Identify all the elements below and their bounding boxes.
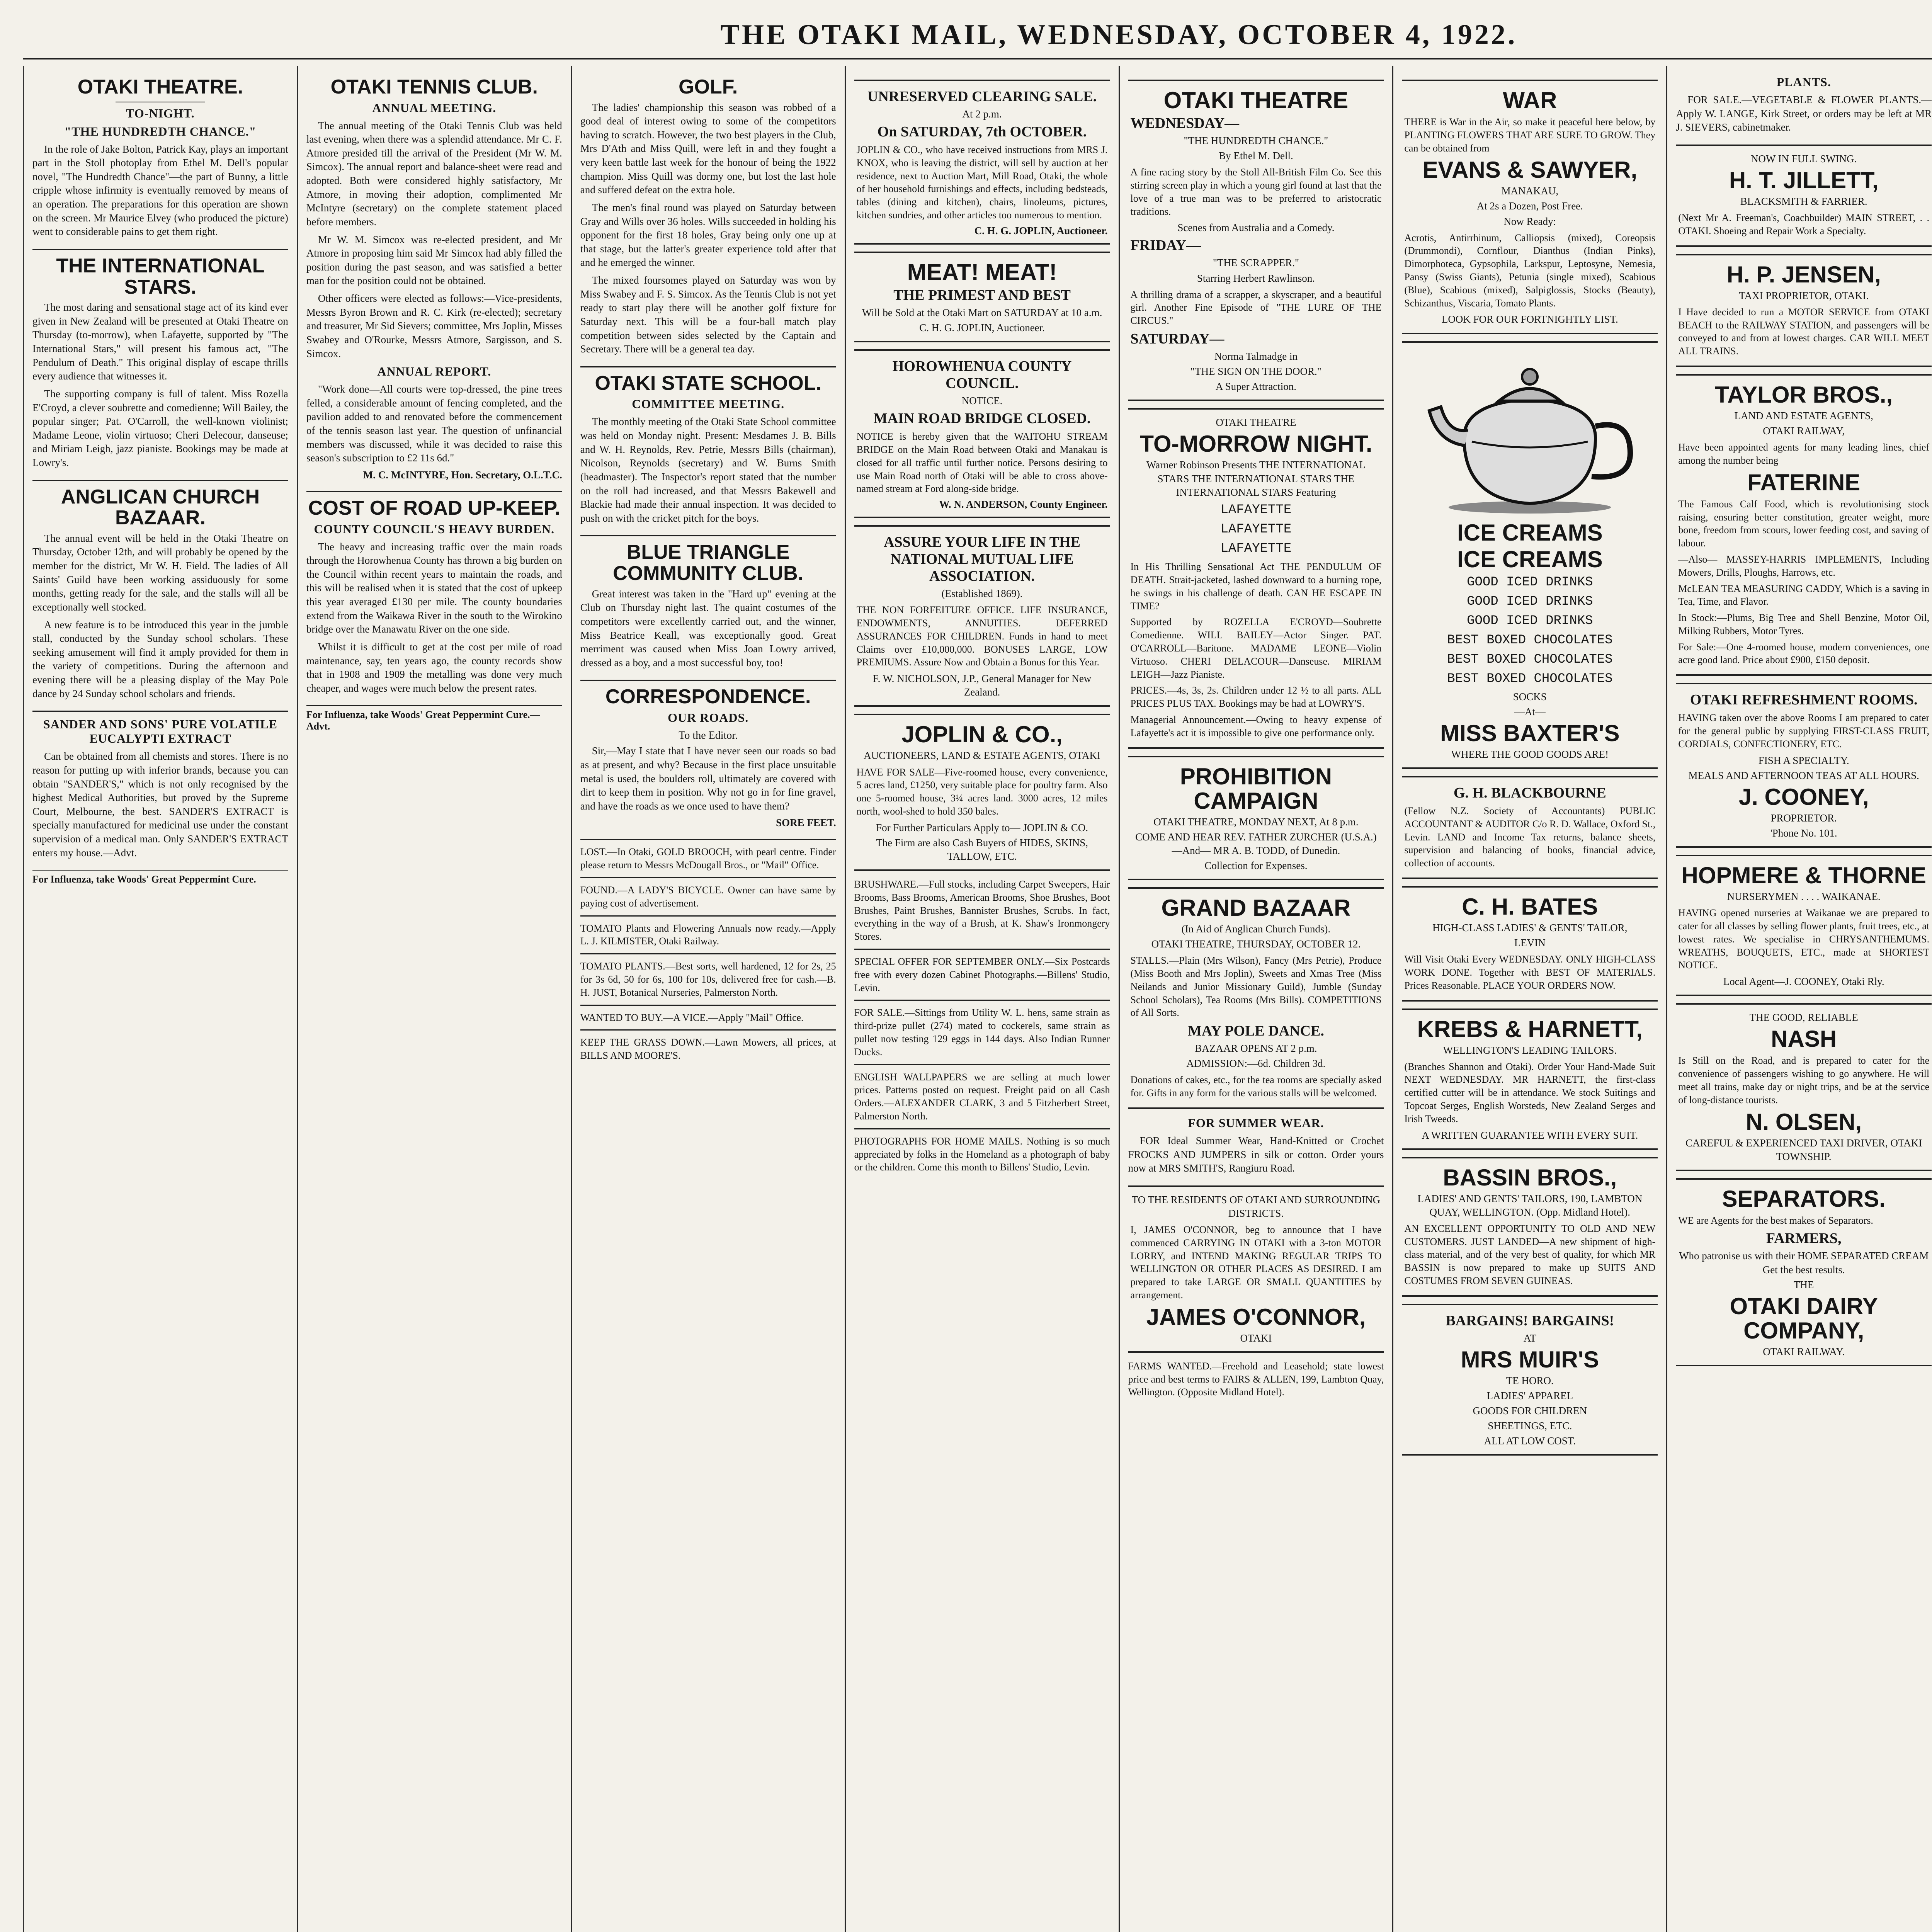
advert-text: (Fellow N.Z. Society of Accountants) PUBLIC ACCOUNTANT & AUDITOR C/o R. D. Wallace, Oxford St., Levin. LAND and Income Tax returns, balance sheets, supervision and balancing of books, financial advice, collection of accounts. (1404, 805, 1656, 869)
advert-line: LOOK FOR OUR FORTNIGHTLY LIST. (1441, 313, 1618, 325)
advert-title: ASSURE YOUR LIFE IN THE NATIONAL MUTUAL LIFE ASSOCIATION. (884, 534, 1081, 585)
divider (32, 711, 288, 712)
advert-meat (854, 252, 1110, 342)
advert-line: The Firm are also Cash Buyers of HIDES, SKINS, TALLOW, ETC. (876, 837, 1088, 862)
program-day: SATURDAY— (1130, 331, 1225, 347)
article-paragraph: Whilst it is difficult to get at the cost per mile of road maintenance, say, ten years ago, the county records show that in 1908 and 1909 the metalling was done very much cheaper, and wages were much below the present rates. (306, 641, 562, 694)
divider (580, 1029, 836, 1031)
program-extra: Scenes from Australia and a Comedy. (1177, 222, 1335, 234)
advert-line: HIGH-CLASS LADIES' & GENTS' TAILOR, (1432, 922, 1628, 934)
advert-mrs-muir (1402, 1304, 1658, 1456)
advert-title: JOPLIN & CO., (901, 721, 1063, 748)
advert-county-council (854, 349, 1110, 518)
advert-line: TE HORO. (1506, 1374, 1554, 1386)
advert-national-mutual (854, 525, 1110, 707)
program-day: WEDNESDAY— (1130, 115, 1240, 131)
article-paragraph: The ladies' championship this season was robbed of a good deal of interest owing to some of the competitors having to scratch. However, the two best players in the Club, Mrs D'Ath and Miss Quill, were left in and they fought a very keen battle last week for the honour of being the 1922 champion. Miss Quill was dormy one, but lost the last hole and suffered defeat on the extra hole. (580, 101, 836, 196)
advert-title: WAR (1503, 87, 1557, 113)
article-subtitle: OUR ROADS. (668, 710, 749, 724)
article-paragraph: The supporting company is full of talent. Miss Rozella E'Croyd, a clever soubrette and comedienne; Will Bailey, the popular singer; Pat. O'Carroll, the well-known violinist; Madame Leone, violin virtuoso; Cheri Delecour, danseuse; and Miriam Leigh, jazz pianiste. Bookings may be made at Lowry's. (32, 388, 288, 469)
advert-line: NOW IN FULL SWING. (1750, 153, 1857, 165)
divider (854, 1128, 1110, 1129)
article-subtitle: ANNUAL MEETING. (372, 100, 497, 115)
article-paragraph: The annual meeting of the Otaki Tennis Club was held last evening, when there was a splendid attendance. Mr C. F. Atmore presided till the arrival of the President (Mr W. M. Simcox). The annual report and balance-sheet were read and adopted. Both were considered highly satisfactory, Mr Atmore, in moving their adoption, complimented Mr McIntyre (secretary) on the complete statement placed before members. (306, 119, 562, 228)
divider (580, 366, 836, 367)
advert-title: SEPARATORS. (1722, 1185, 1886, 1212)
article-tennis-club (306, 77, 562, 481)
article-blue-triangle (580, 542, 836, 670)
advert-title: OTAKI THEATRE (1163, 87, 1349, 113)
column-7 (1667, 66, 1932, 1932)
classified-tomato: TOMATO Plants and Flowering Annuals now ready.—Apply L. J. KILMISTER, Otaki Railway. (580, 922, 836, 947)
article-subtitle: COMMITTEE MEETING. (632, 397, 785, 411)
advert-text: The Famous Calf Food, which is revolutionising stock raising, ensuring better constitution, greater weight, more bone, freedom from scours, lower feeding cost, and saving of labour. (1678, 498, 1930, 549)
advert-text: STALLS.—Plain (Mrs Wilson), Fancy (Mrs Petrie), Produce (Miss Booth and Mrs Joplin), Sweets and Xmas Tree (Miss Neilands and Junior Missionary Guild), Jumble (Sunday School Scholars), Tea Rooms (Mrs Bills). COMPETITIONS of All Sorts. (1130, 955, 1382, 1019)
advert-line: (Established 1869). (941, 588, 1023, 600)
article-international-stars (32, 255, 288, 470)
article-title: THE INTERNATIONAL STARS. (56, 254, 265, 298)
advert-line: Who patronise us with their HOME SEPARATED CREAM Get the best results. (1679, 1250, 1929, 1276)
divider (580, 839, 836, 840)
advert-joplin (854, 714, 1110, 871)
advert-line: GOOD ICED DRINKS (1467, 613, 1593, 628)
advert-line: MAIN ROAD BRIDGE CLOSED. (873, 410, 1091, 427)
advert-line: Collection for Expenses. (1204, 859, 1308, 871)
advert-title: TO THE RESIDENTS OF OTAKI AND SURROUNDING DISTRICTS. (1131, 1194, 1381, 1219)
advert-text: FOR SALE.—VEGETABLE & FLOWER PLANTS.—Apply W. LANGE, Kirk Street, or orders may be left at MR J. SIEVERS, cabinetmaker. (1676, 94, 1932, 133)
advert-text: Donations of cakes, etc., for the tea rooms are specially asked for. Gifts in any form for the various stalls will be welcomed. (1130, 1074, 1382, 1099)
advert-text: THERE is War in the Air, so make it peaceful here below, by PLANTING FLOWERS THAT ARE SURE TO GROW. They can be obtained from (1404, 116, 1656, 154)
advert-line: Now Ready: (1503, 215, 1556, 227)
advert-bassin-bros (1402, 1157, 1658, 1297)
advert-text: I Have decided to run a MOTOR SERVICE from OTAKI BEACH to the RAILWAY STATION, and passengers will be conveyed to and from at lowest charges. CAR WILL MEET ALL TRAINS. (1678, 306, 1930, 357)
performer-name: LAFAYETTE (1220, 502, 1292, 517)
advert-line: MANAKAU, (1501, 185, 1559, 197)
classified-lost: LOST.—In Otaki, GOLD BROOCH, with pearl centre. Finder please return to Messrs McDougall Bros., or "Mail" Office. (580, 846, 836, 871)
advert-line: OTAKI RAILWAY, (1763, 425, 1845, 437)
advert-line: MEALS AND AFTERNOON TEAS AT ALL HOURS. (1688, 769, 1919, 781)
advert-line: OTAKI THEATRE, THURSDAY, OCTOBER 12. (1151, 938, 1361, 950)
advert-text: NOTICE is hereby given that the WAITOHU STREAM BRIDGE on the Main Road between Otaki and Manakau is closed for all traffic until further notice. Persons desiring to use Main Road north of Otaki will be able to cross above-named stream at Ford along-side bridge. (856, 431, 1108, 495)
signature: W. N. ANDERSON, County Engineer. (939, 498, 1108, 510)
advert-title: ICE CREAMS (1457, 519, 1603, 546)
advert-line: At 2 p.m. (962, 108, 1002, 120)
advert-jillett (1676, 145, 1932, 247)
classified-for-sale: FOR SALE.—Sittings from Utility W. L. hens, same strain as third-prize pullet (274) mated to cockerels, same strain as pullet now testing 129 eggs in 144 days. Also Indian Runner Ducks. (854, 1007, 1110, 1058)
advert-title: KREBS & HARNETT, (1417, 1016, 1643, 1042)
advert-line: 'Phone No. 101. (1770, 827, 1837, 839)
signature: M. C. McINTYRE, Hon. Secretary, O.L.T.C. (363, 469, 562, 481)
advert-line: Local Agent—J. COONEY, Otaki Rly. (1723, 976, 1884, 988)
advert-line: GOODS FOR CHILDREN (1473, 1405, 1587, 1417)
advert-text: Can be obtained from all chemists and stores. There is no reason for putting up with inferior brands, because you can obtain "SANDER'S," which is not only recognised by the highest Medical Authorities, but proved by the Supreme Court, Melbourne, the best. SANDER'S EXTRACT is specially manufactured for medicinal use under the constant supervision of a medical man. Only SANDER'S EXTRACT enters my house.—Advt. (32, 750, 288, 859)
advert-line: A WRITTEN GUARANTEE WITH EVERY SUIT. (1422, 1129, 1638, 1141)
footer-advert: For Influenza, take Woods' Great Peppermint Cure.—Advt. (306, 705, 562, 732)
classified-special-offer: SPECIAL OFFER FOR SEPTEMBER ONLY.—Six Postcards free with every dozen Cabinet Photographs.—Billens' Studio, Levin. (854, 956, 1110, 993)
divider (580, 953, 836, 954)
article-title: CORRESPONDENCE. (605, 685, 811, 708)
divider (580, 535, 836, 536)
program-star: Starring Herbert Rawlinson. (1197, 272, 1315, 284)
signature: C. H. G. JOPLIN, Auctioneer. (974, 224, 1108, 236)
advert-blackbourne (1402, 776, 1658, 879)
advert-text: (Next Mr A. Freeman's, Coachbuilder) MAIN STREET, . . OTAKI. Shoeing and Repair Work a Specialty. (1678, 212, 1930, 236)
advert-line: BEST BOXED CHOCOLATES (1447, 633, 1613, 648)
article-title: OTAKI STATE SCHOOL. (595, 372, 821, 395)
advert-text: WE are Agents for the best makes of Separators. (1678, 1214, 1873, 1226)
advert-title: C. H. BATES (1462, 893, 1598, 920)
columns (23, 66, 1932, 1932)
advert-line: For Further Particulars Apply to— JOPLIN & CO. (876, 821, 1088, 833)
advert-text: Have been appointed agents for many leading lines, chief among the number being (1678, 442, 1930, 466)
article-paragraph: The mixed foursomes played on Saturday was won by Miss Swabey and F. S. Simcox. As the Tennis Club is not yet ready to start play there will be another golf fixture for Saturday next. This will be a four-ball match play competition between sides selected by the Captain and Secretary. There will be a general tea day. (580, 274, 836, 355)
advert-text: JOPLIN & CO., who have received instructions from MRS J. KNOX, who is leaving the district, will sell by auction at her residence, next to Auction Mart, Mill Road, Otaki, the whole of her household furnishings and effects, including bedsteads, tables (dining and kitchen), chairs, linoleums, pictures, kitchen sundries, and other articles too numerous to mention. (856, 144, 1108, 221)
advert-title: HOROWHENUA COUNTY COUNCIL. (892, 358, 1072, 392)
advert-line: (In Aid of Anglican Church Funds). (1181, 923, 1331, 935)
advert-line: AUCTIONEERS, LAND & ESTATE AGENTS, OTAKI (864, 750, 1101, 762)
advert-text: Is Still on the Road, and is prepared to cater for the convenience of passengers wishing to go anywhere. He will meet all trains, make day or night trips, and be at the service of long-distance tourists. (1678, 1055, 1930, 1105)
advert-clearing-sale (854, 80, 1110, 245)
divider (854, 1064, 1110, 1065)
program-extra: A Super Attraction. (1215, 381, 1297, 393)
advert-title: SANDER AND SONS' PURE VOLATILE EUCALYPTI EXTRACT (43, 717, 277, 746)
advert-line: At 2s a Dozen, Post Free. (1476, 200, 1583, 212)
article-road-upkeep (306, 498, 562, 695)
advert-line: SHEETINGS, ETC. (1488, 1420, 1572, 1432)
column-2 (298, 66, 572, 1932)
article-title: ANGLICAN CHURCH BAZAAR. (61, 485, 260, 529)
advert-text: —Also— MASSEY-HARRIS IMPLEMENTS, Including Mowers, Drills, Ploughs, Harrows, etc. (1678, 553, 1930, 578)
article-paragraph: The most daring and sensational stage act of its kind ever given in New Zealand will be presented at Otaki Theatre on Thursday (to-morrow), when Lafayette, supported by "The International Stars," will present his famous act, "The Pendulum of Death." This original display of escape thrills every audience that witnesses it. (32, 301, 288, 382)
program-title: "THE SIGN ON THE DOOR." (1190, 366, 1321, 378)
article-paragraph: The men's final round was played on Saturday between Gray and Wills over 36 holes. Wills succeeded in holding his opponent for the first 18 holes, Gray being only one up at that stage, but the latter's greater experience told after that and he emerged the winner. (580, 201, 836, 269)
advert-line: OTAKI THEATRE, MONDAY NEXT, At 8 p.m. (1153, 816, 1359, 828)
advert-line: FISH A SPECIALTY. (1758, 754, 1849, 766)
classified-found: FOUND.—A LADY'S BICYCLE. Owner can have same by paying cost of advertisement. (580, 884, 836, 909)
article-title: OTAKI TENNIS CLUB. (330, 76, 538, 98)
divider (580, 1005, 836, 1006)
advert-james-oconnor (1128, 1185, 1384, 1353)
advert-line: COME AND HEAR REV. FATHER ZURCHER (U.S.A.) —And— MR A. B. TODD, of Dunedin. (1135, 831, 1377, 856)
advert-line: CAREFUL & EXPERIENCED TAXI DRIVER, OTAKI TOWNSHIP. (1685, 1137, 1922, 1162)
advert-line: NURSERYMEN . . . . WAIKANAE. (1727, 891, 1881, 903)
advert-title: FOR SUMMER WEAR. (1188, 1116, 1324, 1130)
article-paragraph: The annual event will be held in the Otaki Theatre on Thursday, October 12th, and will probably be opened by the member for the district, Mr W. H. Field. The ladies of All Saints' Guild have been working assiduously for some months, getting ready for the sale, and the stalls will all be exceptionally well stocked. (32, 532, 288, 613)
advert-name: EVANS & SAWYER, (1422, 157, 1638, 183)
divider (306, 491, 562, 492)
classified-brushware: BRUSHWARE.—Full stocks, including Carpet Sweepers, Hair Brooms, Bass Brooms, American Brooms, Shoe Brushes, Boot Brushes, Paint Brushes, Bannister Brushes, Scrubs. In fact, everything in the way of a Brush, at K. Shaw's Ironmongery Stores. (854, 878, 1110, 942)
divider (580, 680, 836, 681)
advert-text: HAVE FOR SALE—Five-roomed house, every convenience, 5 acres land, £1250, very suitable place for poultry farm. Also one 5-roomed house, 3¼ acres land. 3000 acres, 12 miles north, wool-shed to hold 350 bales. (856, 766, 1108, 817)
advert-text: THE NON FORFEITURE OFFICE. LIFE INSURANCE, ENDOWMENTS, ANNUITIES. DEFERRED ASSURANCES FOR CHILDREN. Funds in hand to meet Claims over £10,000,000. BONUSES LARGE, LOW PREMIUMS. Assure Now and Obtain a Bonus for this Year. (856, 604, 1108, 668)
advert-prices: PRICES.—4s, 3s, 2s. Children under 12 ½ to all parts. ALL PRICES PLUS TAX. Bookings may be had at LOWRY'S. (1130, 685, 1382, 709)
classified-wallpapers: ENGLISH WALLPAPERS we are selling at much lower prices. Patterns posted on request. Freight paid on all Cash Orders.—ALEXANDER CLARK, 3 and 5 Fitzherbert Street, Palmerston North. (854, 1071, 1110, 1122)
signature: C. H. G. JOPLIN, Auctioneer. (919, 321, 1045, 333)
advert-line: THE PRIMEST AND BEST (893, 287, 1071, 303)
advert-line: PROPRIETOR. (1770, 812, 1837, 824)
advert-text: In His Thrilling Sensational Act THE PENDULUM OF DEATH. Strait-jacketed, lashed downward to a burning rope, he swings in his challenge of death. CAN HE ESCAPE IN TIME? (1130, 561, 1382, 612)
footer-advert: For Influenza, take Woods' Great Peppermint Cure. (32, 870, 288, 885)
classified-tomato-plants: TOMATO PLANTS.—Best sorts, well hardened, 12 for 2s, 25 for 3s 6d, 50 for 6s, 100 for 10s, delivered free for cash.—B. H. JUST, Botanical Nurseries, Palmerston North. (580, 961, 836, 998)
article-title: COST OF ROAD UP-KEEP. (308, 497, 560, 519)
advert-line: OTAKI RAILWAY. (1763, 1345, 1845, 1357)
advert-line: MAY POLE DANCE. (1187, 1023, 1324, 1039)
advert-text: Will Visit Otaki Every WEDNESDAY. ONLY HIGH-CLASS WORK DONE. Together with BEST OF MATERIALS. Prices Reasonable. PLACE YOUR ORDERS NOW. (1404, 954, 1656, 991)
program-author: By Ethel M. Dell. (1219, 150, 1293, 162)
advert-prohibition (1128, 756, 1384, 880)
advert-title: HOPMERE & THORNE (1681, 862, 1926, 889)
advert-title: ICE CREAMS (1457, 546, 1603, 572)
advert-title: PROHIBITION CAMPAIGN (1180, 763, 1332, 814)
advert-summer-wear (1128, 1116, 1384, 1175)
advert-text: I, JAMES O'CONNOR, beg to announce that I have commenced CARRYING IN OTAKI with a 3-ton MOTOR LORRY, and INTEND MAKING REGULAR TRIPS TO WELLINGTON OR OTHER PLACES AS DESIRED. I am prepared to take LARGE OR SMALL QUANTITIES by arrangement. (1130, 1224, 1382, 1301)
advert-text: (Branches Shannon and Otaki). Order Your Hand-Made Suit NEXT WEDNESDAY. MR HARNETT, the first-class certified cutter will be in attendance. We stock Suitings and Topcoat Serges, English Worsteds, New Zealand Serges and Irish Tweeds. (1404, 1061, 1656, 1124)
classified-wanted: WANTED TO BUY.—A VICE.—Apply "Mail" Office. (580, 1012, 804, 1023)
article-paragraph: The monthly meeting of the Otaki State School committee was held on Monday night. Present: Mesdames J. B. Bills and W. H. Reynolds, Rev. Petrie, Messrs Bills (chairman), Nicolson, Reynolds (secretary) and W. Burns Smith (headmaster). The Inspector's report stated that the number on the roll had increased, and that Messrs Bakewell and Blackie had made their annual inspection. It was decided to push on with the cricket pitch for the boys. (580, 416, 836, 524)
divider (580, 877, 836, 878)
advert-title: H. P. JENSEN, (1726, 261, 1881, 287)
divider (32, 480, 288, 481)
advert-line: FARMERS, (1766, 1230, 1842, 1247)
program-title: "THE SCRAPPER." (1213, 257, 1299, 269)
advert-text: Supported by ROZELLA E'CROYD—Soubrette Comedienne. WILL BAILEY—Actor Singer. PAT. O'CARROLL—Baritone. MADAME LEONE—Violin Virtuoso. CHERI DELACOUR—Danseuse. MIRIAM LEIGH—Jazz Pianiste. (1130, 616, 1382, 680)
advert-text: FOR Ideal Summer Wear, Hand-Knitted or Crochet FROCKS AND JUMPERS in silk or cotton. Order yours now at MRS SMITH'S, Rangiuru Road. (1128, 1134, 1384, 1174)
advert-line: BAZAAR OPENS AT 2 p.m. (1195, 1043, 1317, 1054)
advert-line: GOOD ICED DRINKS (1467, 575, 1593, 590)
advert-title: G. H. BLACKBOURNE (1453, 784, 1606, 801)
advert-sander (32, 717, 288, 860)
advert-line: —At— (1514, 706, 1546, 718)
program-text: A fine racing story by the Stoll All-British Film Co. See this stirring screen play in which a young girl found at last that the love of a true man was to be preferred to aristocratic traditions. (1130, 167, 1382, 217)
advert-title: GRAND BAZAAR (1161, 895, 1351, 921)
advert-line: LADIES' AND GENTS' TAILORS, 190, LAMBTON QUAY, WELLINGTON. (Opp. Midland Hotel). (1417, 1192, 1643, 1218)
column-6 (1393, 66, 1667, 1932)
salutation: To the Editor. (679, 729, 738, 742)
advert-text: In Stock:—Plums, Big Tree and Shell Benzine, Motor Oil, Milking Rubbers, Motor Tyres. (1678, 612, 1930, 636)
column-4 (846, 66, 1120, 1932)
teapot-illustration (1422, 353, 1638, 515)
article-paragraph: In the role of Jake Bolton, Patrick Kay, plays an important part in the Stoll photoplay from Ethel M. Dell's popular novel, "The Hundredth Chance"—the part of Bunny, a little cripple whose infirmity is eventually removed by means of an operation. The preparations for this operation are shown on the screen. Mr Maurice Elvey (who produced the picture) went to considerable pains to get them right. (32, 143, 288, 238)
article-paragraph: Great interest was taken in the "Hard up" evening at the Club on Thursday night last. The quaint costumes of the competitors were excellently carried out, and the winner, Miss Beatrice Keall, was exceptionally good. Great merriment was caused when Miss Joan Lowry arrived, dressed as a boy, and a most successful boy, too! (580, 588, 836, 668)
article-church-bazaar (32, 486, 288, 701)
advert-title: UNRESERVED CLEARING SALE. (867, 88, 1097, 105)
advert-title: MEAT! MEAT! (907, 259, 1057, 285)
advert-line: BARGAINS! BARGAINS! (1446, 1312, 1614, 1329)
product-name: FATERINE (1747, 469, 1861, 495)
advert-line: On SATURDAY, 7th OCTOBER. (877, 124, 1087, 140)
masthead: THE OTAKI MAIL, WEDNESDAY, OCTOBER 4, 1922. (23, 12, 1932, 60)
signature: F. W. NICHOLSON, J.P., General Manager for New Zealand. (872, 673, 1092, 698)
advert-title: BASSIN BROS., (1443, 1164, 1617, 1190)
article-subtitle: ANNUAL REPORT. (377, 364, 492, 379)
article-paragraph: Sir,—May I state that I have never seen our roads so bad as at present, and why? Because in the first place unsuitable metal is used, the boulders roll, ultimately are covered with dirt to keep them in position. Why not go in for fine gravel, and have the roads as we once used to have them? (580, 745, 836, 812)
advert-line: OTAKI (1240, 1332, 1272, 1344)
advert-otaki-dairy (1676, 1178, 1932, 1366)
classified-photographs: PHOTOGRAPHS FOR HOME MAILS. Nothing is so much appreciated by folks in the Homeland as a photograph of baby or the children. Come this month to Billens' Studio, Levin. (854, 1135, 1110, 1173)
advert-line: LEVIN (1514, 937, 1546, 949)
advert-ch-bates (1402, 886, 1658, 1002)
program-title: "THE HUNDREDTH CHANCE." (1184, 135, 1328, 146)
advert-text: Warner Robinson Presents THE INTERNATIONAL STARS THE INTERNATIONAL STARS THE INTERNATIONAL STARS Featuring (1146, 459, 1366, 498)
advert-name: N. OLSEN, (1746, 1109, 1862, 1135)
advert-text: Acrotis, Antirrhinum, Calliopsis (mixed), Coreopsis (Drummondi), Cornflour, Dianthus (Indian Pinks), Dimorphoteca, Gypsophila, Larkspur, Leptosyne, Nemesia, Pansy (Swiss Giants), Petunia (single mixed), Scabious (Blue), Scabious (mixed), Salpiglossis, Stocks (Beauty), Schizanthus, Viscaria, Tomato Plants. (1404, 232, 1656, 309)
advert-nash (1676, 1003, 1932, 1171)
advert-line: WHERE THE GOOD GOODS ARE! (1451, 748, 1609, 760)
advert-text: AN EXCELLENT OPPORTUNITY TO OLD AND NEW CUSTOMERS. JUST LANDED—A new shipment of high-class material, and of the very best of quality, for which MR BASSIN is now prepared to make up SUITS AND COSTUMES FROM SEVEN GUINEAS. (1404, 1223, 1656, 1287)
advert-line: WELLINGTON'S LEADING TAILORS. (1443, 1044, 1617, 1056)
signature: SORE FEET. (776, 817, 836, 829)
article-paragraph: Other officers were elected as follows:—Vice-presidents, Messrs Byron Brown and R. C. Kirk (re-elected); secretary and treasurer, Mr Sid Sievers; committee, Mrs Joplin, Misses Swabey and O'Rourke, Messrs Atmore, Sargisson, and S. Simcox. (306, 293, 562, 359)
program-text: A thrilling drama of a scrapper, a skyscraper, and a beautiful girl. Another Fine Episode of "THE LURE OF THE CIRCUS." (1130, 289, 1382, 327)
advert-title: TO-MORROW NIGHT. (1139, 431, 1372, 457)
advert-line: Will be Sold at the Otaki Mart on SATURDAY at 10 a.m. (862, 306, 1102, 318)
advert-text: HAVING taken over the above Rooms I am prepared to cater for the general public by supplying FIRST-CLASS FRUIT, CORDIALS, CONFECTIONERY, ETC. (1678, 712, 1930, 750)
column-5 (1120, 66, 1394, 1932)
performer-name: LAFAYETTE (1220, 522, 1292, 537)
advert-title: MRS MUIR'S (1461, 1346, 1599, 1372)
advert-title: NASH (1771, 1026, 1837, 1052)
advert-line: ADMISSION:—6d. Children 3d. (1186, 1058, 1326, 1070)
divider (854, 949, 1110, 950)
advert-plants (1676, 75, 1932, 134)
advert-name: MISS BAXTER'S (1440, 720, 1620, 746)
advert-theatre-program (1128, 80, 1384, 401)
advert-text: For Sale:—One 4-roomed house, modern conveniences, one acre good land. Price about £900, £150 deposit. (1678, 641, 1930, 666)
classified-mowers: KEEP THE GRASS DOWN.—Lawn Mowers, all prices, at BILLS AND MOORE'S. (580, 1037, 836, 1061)
advert-jensen (1676, 254, 1932, 367)
divider (580, 915, 836, 917)
article-title: OTAKI THEATRE. (77, 76, 243, 98)
advert-line: THE GOOD, RELIABLE (1749, 1012, 1858, 1024)
article-title: GOLF. (679, 76, 738, 98)
article-otaki-theatre (32, 77, 288, 239)
advert-text: Managerial Announcement.—Owing to heavy expense of Lafayette's act it is impossible to give one performance only. (1130, 714, 1382, 738)
advert-line: BEST BOXED CHOCOLATES (1447, 672, 1613, 687)
advert-line: TAXI PROPRIETOR, OTAKI. (1739, 289, 1869, 301)
article-paragraph: Mr W. M. Simcox was re-elected president, and Mr Atmore in proposing him said Mr Simcox had ably filled the position during the past season, and was satisfied a better man for the position could not be obtained. (306, 233, 562, 287)
column-3 (572, 66, 846, 1932)
advert-hopmere-thorne (1676, 855, 1932, 996)
article-paragraph: The heavy and increasing traffic over the main roads through the Horowhenua County has thrown a big burden on the Council within recent years to maintain the roads, and this will be realised when it is stated that the cost of upkeep this year averaged £130 per mile. The county boundaries extend from the Waikawa River in the south to the Wirokino bridge over the Manawatu River on the one side. (306, 541, 562, 635)
advert-line: LADIES' APPAREL (1486, 1390, 1573, 1402)
article-correspondence (580, 686, 836, 829)
advert-line: THE (1793, 1279, 1814, 1291)
article-subtitle: COUNTY COUNCIL'S HEAVY BURDEN. (314, 522, 555, 536)
advert-line: OTAKI THEATRE (1216, 417, 1296, 429)
advert-name: J. COONEY, (1738, 784, 1869, 810)
divider (32, 249, 288, 250)
advert-name: OTAKI DAIRY COMPANY, (1730, 1293, 1878, 1344)
advert-line: GOOD ICED DRINKS (1467, 594, 1593, 609)
advert-taylor-bros (1676, 374, 1932, 676)
advert-text: HAVING opened nurseries at Waikanae we are prepared to cater for all classes by selling flower plants, fruit trees, etc., at lowest rates. We specialise in CHRYSANTHEMUMS. WREATHS, BOUQUETS, ETC., made at SHORTEST NOTICE. (1678, 907, 1930, 971)
advert-line: NOTICE. (961, 395, 1003, 407)
article-state-school (580, 373, 836, 526)
advert-text: McLEAN TEA MEASURING CADDY, Which is a saving in Tea, Time, and Flavor. (1678, 583, 1930, 607)
advert-evans-sawyer (1402, 80, 1658, 334)
advert-title: OTAKI REFRESHMENT ROOMS. (1690, 692, 1918, 708)
advert-title: H. T. JILLETT, (1729, 167, 1879, 193)
divider (854, 1000, 1110, 1001)
article-title: BLUE TRIANGLE COMMUNITY CLUB. (613, 541, 804, 585)
advert-line: SOCKS (1513, 690, 1547, 702)
advert-name: JAMES O'CONNOR, (1146, 1304, 1366, 1330)
advert-tomorrow-night (1128, 408, 1384, 748)
article-subtitle: "THE HUNDREDTH CHANCE." (64, 124, 257, 138)
advert-miss-baxter (1402, 341, 1658, 769)
advert-line: ALL AT LOW COST. (1484, 1435, 1576, 1447)
advert-krebs-harnett (1402, 1009, 1658, 1150)
article-golf (580, 77, 836, 356)
article-paragraph: "Work done—All courts were top-dressed, the pine trees felled, a considerable amount of fencing completed, and the pavilion added to and renovated before the commencement of the tennis season last year. The question of unfinancial members was discussed, while it was decided to raise this season's subscription to £2 11s 6d." (306, 383, 562, 464)
advert-title: TAYLOR BROS., (1715, 381, 1893, 408)
program-day: FRIDAY— (1130, 237, 1201, 254)
advert-line: LAND AND ESTATE AGENTS, (1734, 410, 1873, 422)
article-paragraph: A new feature is to be introduced this year in the jumble stall, conducted by the Sunday school scholars. These seeking amusement will find it amply provided for them in the variety of competitions. During the afternoon and evening there will be a pleasing display of the May Pole dance by 24 Sunday school scholars and friends. (32, 619, 288, 699)
advert-grand-bazaar (1128, 887, 1384, 1109)
advert-line: BEST BOXED CHOCOLATES (1447, 652, 1613, 667)
advert-refreshment-rooms (1676, 683, 1932, 848)
advert-title: PLANTS. (1776, 75, 1831, 89)
article-subtitle: TO-NIGHT. (126, 106, 195, 120)
advert-line: AT (1523, 1332, 1536, 1344)
column-1 (24, 66, 298, 1932)
classified-farms: FARMS WANTED.—Freehold and Leasehold; state lowest price and best terms to FAIRS & ALLEN, 199, Lambton Quay, Wellington. (Opposite Midland Hotel). (1128, 1360, 1384, 1398)
advert-line: BLACKSMITH & FARRIER. (1740, 195, 1867, 207)
program-star: Norma Talmadge in (1214, 350, 1298, 362)
performer-name: LAFAYETTE (1220, 541, 1292, 556)
